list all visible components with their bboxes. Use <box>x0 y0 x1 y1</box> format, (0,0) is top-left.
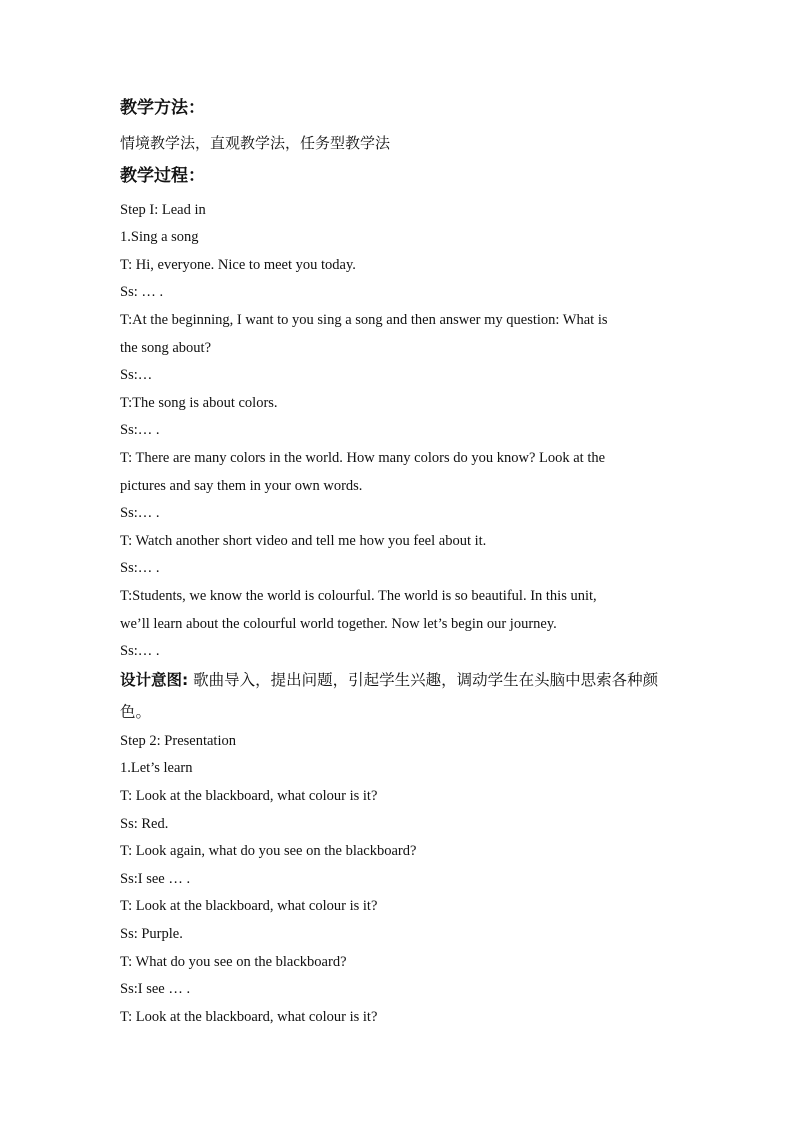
teaching-method-text: 情境教学法，直观教学法，任务型教学法 <box>120 134 391 152</box>
design-intent-text: 歌曲导入，提出问题，引起学生兴趣，调动学生在头脑中思索各种颜色。 <box>120 671 659 721</box>
dialogue-line: T: Look again, what do you see on the blackboard? <box>120 843 417 859</box>
step2-title: Step 2: Presentation <box>120 733 236 749</box>
dialogue-line: T: Watch another short video and tell me how you feel about it. <box>120 533 487 549</box>
dialogue-line: pictures and say them in your own words. <box>120 478 363 494</box>
dialogue-line: Ss:… <box>120 367 153 383</box>
dialogue-line: Ss:… . <box>120 560 160 576</box>
dialogue-line: we’ll learn about the colourful world together. Now let’s begin our journey. <box>120 616 557 632</box>
dialogue-line: T: Look at the blackboard, what colour is it? <box>120 788 378 804</box>
design-intent-label: 设计意图 <box>120 671 183 689</box>
dialogue-line: Ss:… . <box>120 643 160 659</box>
dialogue-line: T: What do you see on the blackboard? <box>120 954 347 970</box>
step1-title: Step I: Lead in <box>120 202 206 218</box>
dialogue-line: T:At the beginning, I want to you sing a song and then answer my question: What is <box>120 312 608 328</box>
dialogue-line: Ss:I see … . <box>120 981 191 997</box>
dialogue-line: Ss: Purple. <box>120 926 183 942</box>
dialogue-line: Ss: … . <box>120 284 164 300</box>
dialogue-line: T: There are many colors in the world. How many colors do you know? Look at the <box>120 450 606 466</box>
teaching-process-heading: 教学过程： <box>120 166 205 186</box>
step2-subtitle: 1.Let’s learn <box>120 760 193 776</box>
design-intent-paragraph: 设计意图: 歌曲导入，提出问题，引起学生兴趣，调动学生在头脑中思索各种颜色。 <box>120 671 659 721</box>
dialogue-line: T: Look at the blackboard, what colour is it? <box>120 898 378 914</box>
step1-subtitle: 1.Sing a song <box>120 229 199 245</box>
dialogue-line: Ss:I see … . <box>120 871 191 887</box>
dialogue-line: T: Hi, everyone. Nice to meet you today. <box>120 257 356 273</box>
dialogue-line: T:Students, we know the world is colourful. The world is so beautiful. In this unit, <box>120 588 597 604</box>
dialogue-line: Ss: Red. <box>120 816 169 832</box>
dialogue-line: Ss:… . <box>120 505 160 521</box>
dialogue-line: the song about? <box>120 340 212 356</box>
dialogue-line: Ss:… . <box>120 422 160 438</box>
dialogue-line: T: Look at the blackboard, what colour is it? <box>120 1009 378 1025</box>
dialogue-line: T:The song is about colors. <box>120 395 278 411</box>
teaching-method-heading: 教学方法： <box>120 98 205 118</box>
